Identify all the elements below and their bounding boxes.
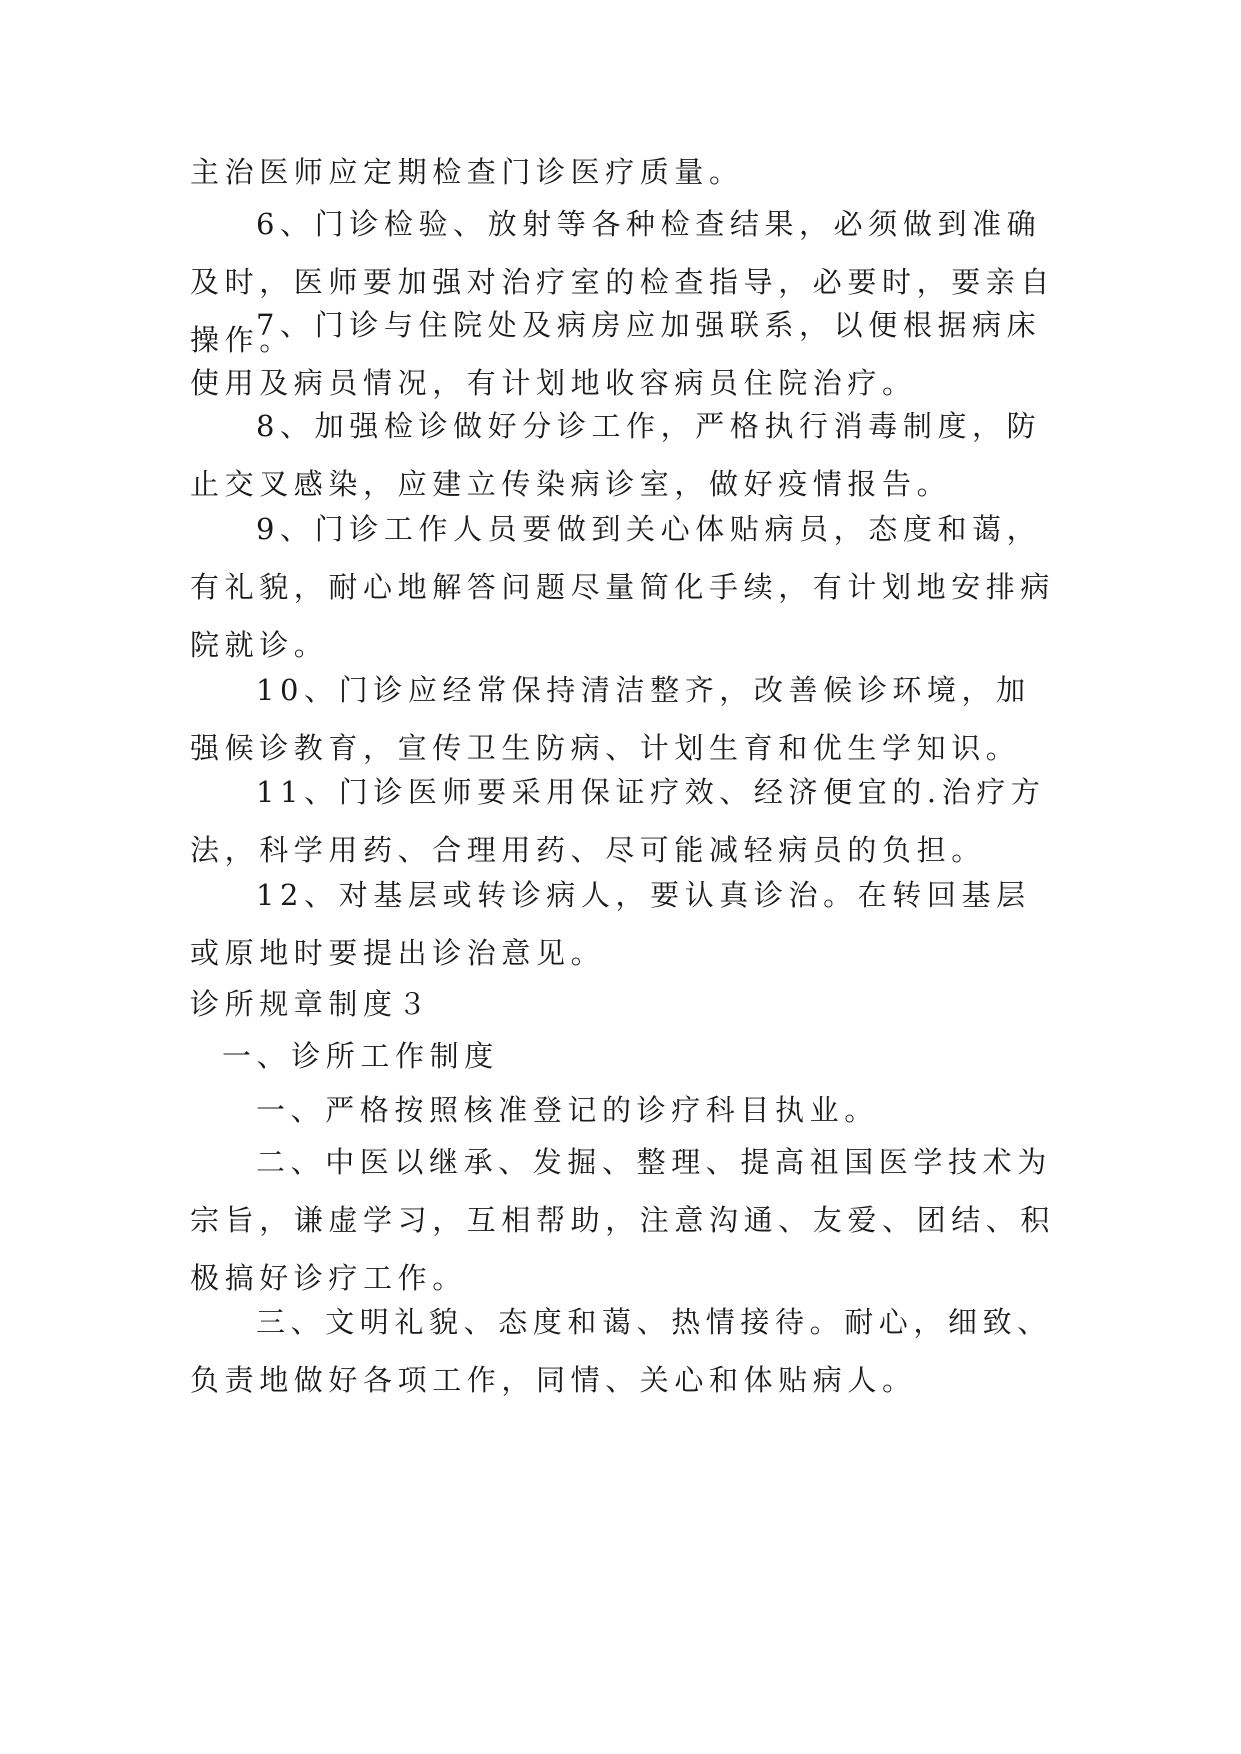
rule-item-1: 一、严格按照核准登记的诊疗科目执业。	[256, 1093, 879, 1127]
rule-item-3: 三、文明礼貌、态度和蔼、热情接待。耐心，细致、负责地做好各项工作，同情、关心和体贴病人。	[190, 1305, 1052, 1397]
paragraph-item-9: 9、门诊工作人员要做到关心体贴病员，态度和蔼，有礼貌，耐心地解答问题尽量简化手续，有计划地安排病院就诊。	[190, 512, 1056, 662]
paragraph-item-7: 7、门诊与住院处及病房应加强联系，以便根据病床使用及病员情况，有计划地收容病员住院治疗。	[190, 308, 1042, 400]
paragraph-item-8: 8、加强检诊做好分诊工作，严格执行消毒制度，防止交叉感染，应建立传染病诊室，做好疫情报告。	[190, 409, 1042, 501]
paragraph-item-10: 10、门诊应经常保持清洁整齐，改善候诊环境，加强候诊教育，宣传卫生防病、计划生育和优生学知识。	[190, 673, 1031, 765]
section-title: 诊所规章制度３	[190, 987, 433, 1021]
paragraph-item-11: 11、门诊医师要采用保证疗效、经济便宜的.治疗方法，科学用药、合理用药、尽可能减轻病员的负担。	[190, 775, 1046, 867]
paragraph-item-6: 6、门诊检验、放射等各种检查结果，必须做到准确及时，医师要加强对治疗室的检查指导，必要时，要亲自操作。	[190, 207, 1056, 357]
paragraph-continuation: 主治医师应定期检查门诊医疗质量。	[190, 155, 744, 189]
rule-item-2: 二、中医以继承、发掘、整理、提高祖国医学技术为宗旨，谦虚学习，互相帮助，注意沟通、友爱、团结、积极搞好诊疗工作。	[190, 1145, 1056, 1295]
paragraph-item-12: 12、对基层或转诊病人，要认真诊治。在转回基层或原地时要提出诊治意见。	[190, 878, 1031, 970]
subsection-title: 一、诊所工作制度	[222, 1039, 499, 1073]
